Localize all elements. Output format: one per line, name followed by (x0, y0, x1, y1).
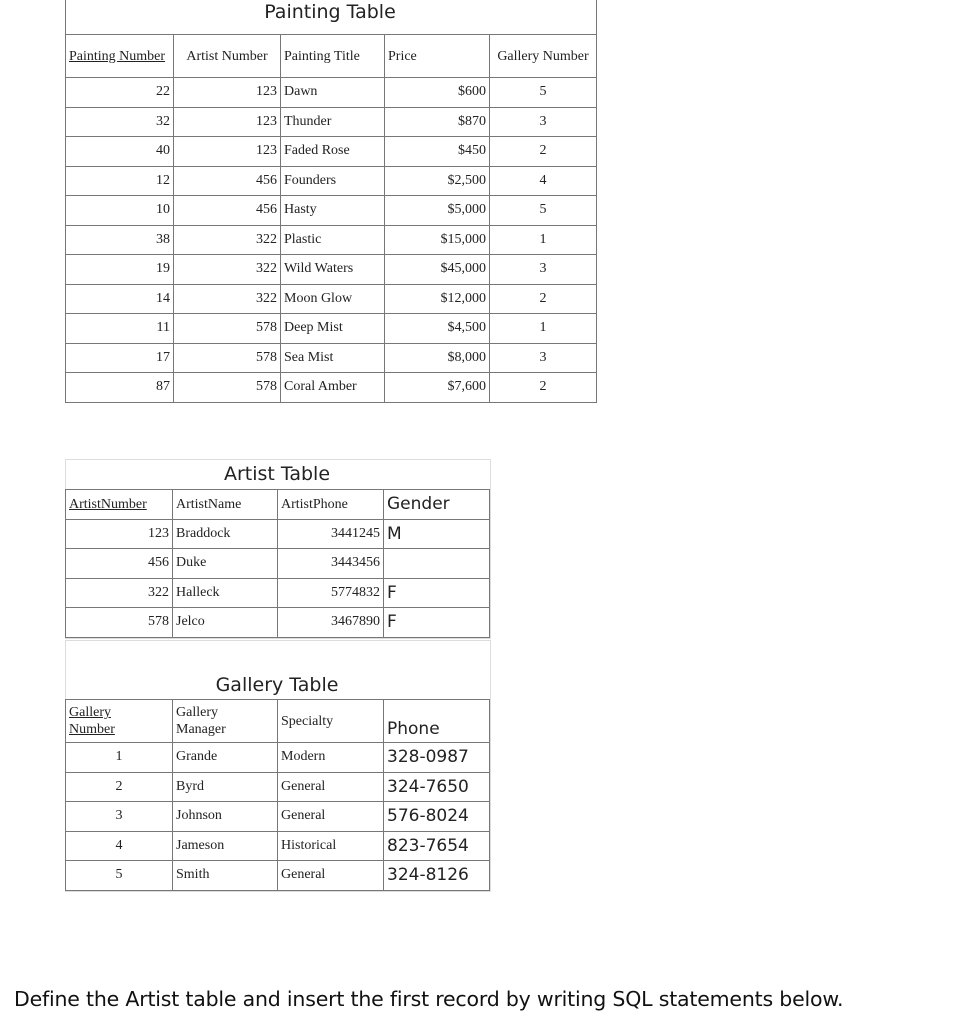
cell-gallery-number: 1 (66, 743, 173, 773)
cell-painting-number: 12 (66, 166, 174, 196)
cell-specialty: General (278, 772, 384, 802)
cell-gallery-number: 4 (66, 831, 173, 861)
table-row (66, 255, 597, 285)
table-row (66, 519, 490, 549)
cell-gallery-number: 4 (490, 166, 597, 196)
cell-artist-phone: 3441245 (278, 519, 384, 549)
cell-painting-title: Founders (281, 166, 385, 196)
cell-gender: M (384, 519, 490, 549)
header-gender: Gender (384, 490, 490, 520)
cell-painting-title: Sea Mist (281, 343, 385, 373)
table-row (66, 743, 490, 773)
cell-artist-number: 322 (174, 255, 281, 285)
artist-table-title: Artist Table (223, 463, 331, 485)
header-painting-number (66, 35, 174, 78)
table-row (66, 772, 490, 802)
cell-artist-phone: 3443456 (278, 549, 384, 579)
gallery-table-title: Gallery Table (215, 674, 339, 696)
cell-artist-name: Jelco (173, 608, 278, 638)
table-row (66, 578, 490, 608)
gallery-table-header-row (66, 700, 490, 743)
cell-artist-number: 123 (66, 519, 173, 549)
cell-gallery-number: 3 (66, 802, 173, 832)
cell-gallery-manager: Smith (173, 861, 278, 891)
cell-painting-title: Coral Amber (281, 373, 385, 403)
cell-painting-title: Faded Rose (281, 137, 385, 167)
header-painting-number-label: Painting Number (69, 48, 166, 64)
table-row (66, 831, 490, 861)
cell-price: $2,500 (385, 166, 490, 196)
cell-gallery-number: 3 (490, 107, 597, 137)
header-phone: Phone (384, 700, 490, 743)
cell-gallery-number: 1 (490, 314, 597, 344)
header-gallery-manager (173, 700, 278, 743)
cell-gallery-number: 3 (490, 255, 597, 285)
cell-gallery-manager: Jameson (173, 831, 278, 861)
header-artistnumber-label: ArtistNumber (69, 496, 147, 512)
cell-artist-number: 456 (174, 196, 281, 226)
table-row (66, 373, 597, 403)
instruction-text: Define the Artist table and insert the first record by writing SQL statements below. (14, 987, 844, 1011)
painting-table-title: Painting Table (264, 1, 396, 23)
table-row (66, 196, 597, 226)
header-price: Price (385, 35, 490, 78)
cell-specialty: Historical (278, 831, 384, 861)
cell-gender: F (384, 578, 490, 608)
cell-gallery-number: 2 (490, 284, 597, 314)
header-gallery-number (66, 700, 173, 743)
header-painting-title: Painting Title (281, 35, 385, 78)
cell-phone: 324-7650 (384, 772, 490, 802)
cell-specialty: General (278, 802, 384, 832)
header-artistphone: ArtistPhone (278, 490, 384, 520)
cell-gallery-manager: Byrd (173, 772, 278, 802)
cell-painting-title: Deep Mist (281, 314, 385, 344)
cell-gallery-number: 2 (490, 137, 597, 167)
cell-artist-name: Halleck (173, 578, 278, 608)
cell-price: $4,500 (385, 314, 490, 344)
cell-painting-number: 38 (66, 225, 174, 255)
cell-painting-number: 14 (66, 284, 174, 314)
cell-phone: 324-8126 (384, 861, 490, 891)
cell-artist-number: 322 (174, 284, 281, 314)
cell-gallery-number: 2 (490, 373, 597, 403)
table-row (66, 314, 597, 344)
cell-artist-number: 123 (174, 107, 281, 137)
painting-table (65, 34, 597, 403)
cell-painting-title: Hasty (281, 196, 385, 226)
cell-artist-number: 578 (174, 373, 281, 403)
cell-price: $7,600 (385, 373, 490, 403)
painting-table-body (66, 78, 597, 403)
header-artistname: ArtistName (173, 490, 278, 520)
table-row (66, 78, 597, 108)
cell-painting-number: 17 (66, 343, 174, 373)
cell-artist-phone: 5774832 (278, 578, 384, 608)
cell-price: $8,000 (385, 343, 490, 373)
cell-painting-number: 87 (66, 373, 174, 403)
cell-artist-number: 123 (174, 78, 281, 108)
table-row (66, 284, 597, 314)
cell-price: $870 (385, 107, 490, 137)
cell-painting-title: Moon Glow (281, 284, 385, 314)
header-artistnumber (66, 490, 173, 520)
artist-table-header-row (66, 490, 490, 520)
cell-gallery-number: 5 (490, 196, 597, 226)
table-row (66, 549, 490, 579)
header-gallery-number-label: Gallery Number (69, 705, 115, 737)
cell-price: $600 (385, 78, 490, 108)
cell-price: $450 (385, 137, 490, 167)
cell-gallery-number: 5 (66, 861, 173, 891)
cell-gallery-number: 1 (490, 225, 597, 255)
cell-artist-name: Duke (173, 549, 278, 579)
cell-price: $5,000 (385, 196, 490, 226)
cell-artist-number: 578 (174, 314, 281, 344)
table-row (66, 343, 597, 373)
cell-specialty: General (278, 861, 384, 891)
table-row (66, 802, 490, 832)
cell-gallery-manager: Grande (173, 743, 278, 773)
cell-artist-number: 456 (174, 166, 281, 196)
cell-painting-number: 11 (66, 314, 174, 344)
cell-price: $12,000 (385, 284, 490, 314)
cell-gallery-manager: Johnson (173, 802, 278, 832)
cell-painting-number: 22 (66, 78, 174, 108)
cell-artist-number: 322 (66, 578, 173, 608)
cell-painting-number: 32 (66, 107, 174, 137)
table-row (66, 225, 597, 255)
cell-phone: 328-0987 (384, 743, 490, 773)
cell-gender (384, 549, 490, 579)
table-row (66, 166, 597, 196)
cell-phone: 576-8024 (384, 802, 490, 832)
cell-price: $15,000 (385, 225, 490, 255)
table-row (66, 608, 490, 638)
artist-table (65, 489, 490, 638)
cell-painting-title: Wild Waters (281, 255, 385, 285)
cell-painting-number: 19 (66, 255, 174, 285)
cell-artist-number: 578 (66, 608, 173, 638)
cell-specialty: Modern (278, 743, 384, 773)
cell-gender: F (384, 608, 490, 638)
cell-phone: 823-7654 (384, 831, 490, 861)
cell-painting-title: Dawn (281, 78, 385, 108)
cell-painting-number: 10 (66, 196, 174, 226)
cell-artist-number: 123 (174, 137, 281, 167)
cell-artist-number: 322 (174, 225, 281, 255)
cell-painting-title: Thunder (281, 107, 385, 137)
header-specialty: Specialty (278, 700, 384, 743)
cell-gallery-number: 5 (490, 78, 597, 108)
table-row (66, 137, 597, 167)
cell-gallery-number: 3 (490, 343, 597, 373)
cell-artist-number: 456 (66, 549, 173, 579)
cell-painting-title: Plastic (281, 225, 385, 255)
header-gallery-number: Gallery Number (490, 35, 597, 78)
cell-artist-number: 578 (174, 343, 281, 373)
header-gallery-manager-label: Gallery Manager (176, 705, 226, 737)
cell-painting-number: 40 (66, 137, 174, 167)
cell-artist-name: Braddock (173, 519, 278, 549)
painting-table-header-row (66, 35, 597, 78)
cell-gallery-number: 2 (66, 772, 173, 802)
cell-price: $45,000 (385, 255, 490, 285)
table-row (66, 861, 490, 891)
header-artist-number: Artist Number (174, 35, 281, 78)
gallery-table (65, 699, 490, 891)
cell-artist-phone: 3467890 (278, 608, 384, 638)
table-row (66, 107, 597, 137)
